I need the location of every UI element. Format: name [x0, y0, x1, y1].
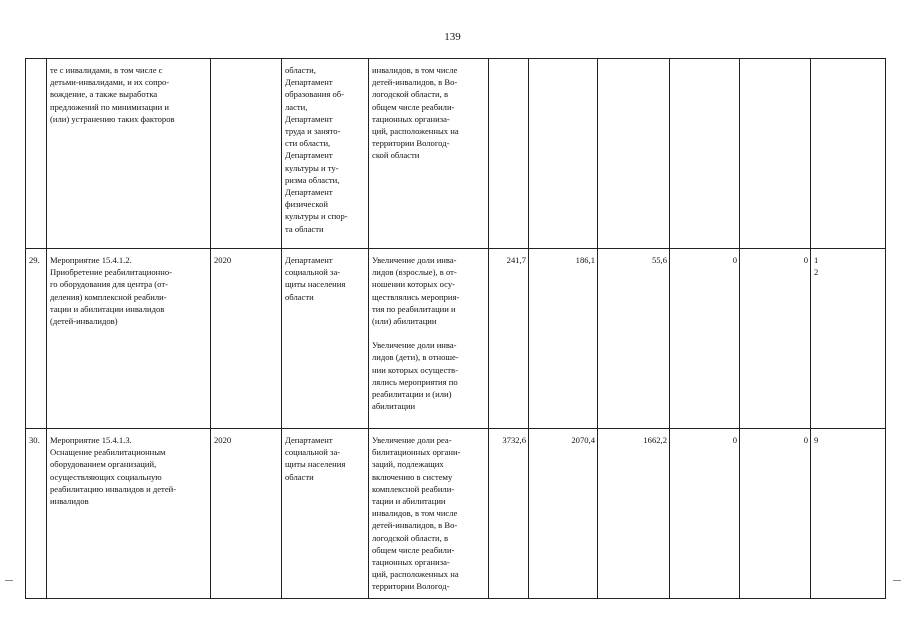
- indicator-cell-line: детей-инвалидов, в Во-: [372, 77, 458, 88]
- indicator-cell-line: лидов (взрослые), в от-: [372, 267, 457, 278]
- activity-cell-line: Оснащение реабилитационным: [50, 447, 166, 458]
- amount-regional-cell: [598, 59, 670, 249]
- activity-cell-line: вождение, а также выработка: [50, 89, 158, 100]
- row-number-cell: 29.: [26, 249, 47, 429]
- amount-federal-cell: 186,1: [529, 249, 598, 429]
- indicator-cell-line: лидов (дети), в отноше-: [372, 352, 459, 363]
- indicator-cell-line: Увеличение доли инва-: [372, 340, 457, 351]
- executor-cell-line: Департамент: [285, 77, 333, 88]
- amount-total-cell: 3732,6: [489, 429, 529, 599]
- indicator-cell-line: билитационных органи-: [372, 447, 461, 458]
- indicator-cell-line: Увеличение доли реа-: [372, 435, 452, 445]
- amount-other-1-cell: 0: [670, 429, 740, 599]
- indicator-cell-line: ществлялись мероприя-: [372, 291, 460, 302]
- indicator-cell-line: ской области: [372, 150, 420, 161]
- indicator-cell-line: (или) абилитации: [372, 316, 437, 327]
- indicator-cell-line: [372, 327, 486, 339]
- activity-cell-line: Приобретение реабилитационно-: [50, 267, 173, 278]
- indicator-cell-line: территории Вологод-: [372, 138, 450, 149]
- activity-cell-line: (или) устранению таких факторов: [50, 113, 175, 124]
- activity-cell-line: деления) комплексной реабили-: [50, 291, 167, 302]
- indicator-cell-line: детей-инвалидов, в Во-: [372, 520, 458, 531]
- executor-cell-line: культуры и спор-: [285, 211, 348, 222]
- indicator-cell-line: комплексной реабили-: [372, 483, 455, 494]
- indicator-cell-line: общем числе реабили-: [372, 101, 455, 112]
- amount-total-cell: 241,7: [489, 249, 529, 429]
- result-ref-cell: [811, 59, 886, 249]
- executor-cell: [282, 249, 369, 429]
- executor-cell-line: области: [285, 291, 314, 302]
- amount-regional-cell: 1662,2: [598, 429, 670, 599]
- activity-cell-line: те с инвалидами, в том числе с: [50, 65, 163, 75]
- executor-cell-line: социальной за-: [285, 447, 341, 458]
- indicator-cell-line: Увеличение доли инва-: [372, 255, 457, 265]
- indicator-cell-line: тационных организа-: [372, 557, 450, 568]
- amount-total-cell: [489, 59, 529, 249]
- executor-cell-line: физической: [285, 199, 328, 210]
- executor-cell-line: сти области,: [285, 138, 331, 149]
- indicator-cell-line: лялись мероприятия по: [372, 376, 458, 387]
- indicator-cell-line: территории Вологод-: [372, 581, 450, 592]
- year-cell: 2020: [211, 429, 282, 599]
- row-number-cell: [26, 59, 47, 249]
- activity-cell-line: осуществляющих социальную: [50, 471, 162, 482]
- executor-cell-line: культуры и ту-: [285, 162, 339, 173]
- result-ref-cell: [811, 249, 886, 429]
- indicator-cell: [369, 249, 489, 429]
- indicator-cell-line: логодской области, в: [372, 532, 448, 543]
- executor-cell-line: ризма области,: [285, 174, 340, 185]
- activity-cell-line: (детей-инвалидов): [50, 316, 118, 327]
- executor-cell-line: Департамент: [285, 150, 333, 161]
- activity-cell-line: тации и абилитации инвалидов: [50, 303, 165, 314]
- activity-cell: [47, 59, 211, 249]
- indicator-cell: [369, 59, 489, 249]
- indicator-cell-line: реабилитации и (или): [372, 389, 452, 400]
- amount-other-1-cell: 0: [670, 249, 740, 429]
- executor-cell-line: ласти,: [285, 101, 308, 112]
- amount-federal-cell: 2070,4: [529, 429, 598, 599]
- indicator-cell-line: тия по реабилитации и: [372, 303, 456, 314]
- indicator-cell-line: включению в систему: [372, 471, 453, 482]
- amount-other-2-cell: [740, 59, 811, 249]
- page-number: 139: [444, 31, 461, 43]
- executor-cell-line: труда и занято-: [285, 126, 341, 137]
- amount-other-1-cell: [670, 59, 740, 249]
- activity-cell: [47, 249, 211, 429]
- executor-cell-line: Департамент: [285, 255, 333, 265]
- measures-table: [25, 58, 886, 599]
- amount-federal-cell: [529, 59, 598, 249]
- activity-cell-line: предложений по минимизации и: [50, 101, 169, 112]
- row-number-cell: 30.: [26, 429, 47, 599]
- table-row: [26, 59, 886, 249]
- table-row: [26, 249, 886, 429]
- executor-cell-line: Департамент: [285, 113, 333, 124]
- indicator-cell-line: инвалидов, в том числе: [372, 508, 458, 519]
- activity-cell-line: детьми-инвалидами, и их сопро-: [50, 77, 170, 88]
- activity-cell-line: Мероприятие 15.4.1.2.: [50, 255, 132, 265]
- indicator-cell-line: нии которых осуществ-: [372, 364, 458, 375]
- activity-cell: [47, 429, 211, 599]
- result-ref-cell: [811, 429, 886, 599]
- activity-cell-line: инвалидов: [50, 496, 89, 507]
- executor-cell: [282, 59, 369, 249]
- table-row: [26, 429, 886, 599]
- amount-other-2-cell: 0: [740, 249, 811, 429]
- scan-edge-mark-right: [893, 580, 901, 581]
- indicator-cell-line: логодской области, в: [372, 89, 448, 100]
- indicator-cell-line: общем числе реабили-: [372, 544, 455, 555]
- executor-cell-line: области: [285, 471, 314, 482]
- year-cell: [211, 59, 282, 249]
- indicator-cell-line: тации и абилитации: [372, 496, 446, 507]
- executor-cell-line: социальной за-: [285, 267, 341, 278]
- indicator-cell-line: инвалидов, в том числе: [372, 65, 458, 75]
- activity-cell-line: оборудованием организаций,: [50, 459, 157, 470]
- amount-regional-cell: 55,6: [598, 249, 670, 429]
- indicator-cell-line: ций, расположенных на: [372, 126, 459, 137]
- executor-cell-line: образования об-: [285, 89, 345, 100]
- indicator-cell-line: ций, расположенных на: [372, 569, 459, 580]
- result-ref-cell-line: 1: [814, 255, 819, 265]
- indicator-cell-line: тационных организа-: [372, 113, 450, 124]
- indicator-cell-line: ношении которых осу-: [372, 279, 456, 290]
- amount-other-2-cell: 0: [740, 429, 811, 599]
- scan-edge-mark: [5, 580, 13, 581]
- activity-cell-line: Мероприятие 15.4.1.3.: [50, 435, 132, 445]
- executor-cell-line: та области: [285, 223, 324, 234]
- result-ref-cell-line: 9: [814, 435, 819, 445]
- indicator-cell: [369, 429, 489, 599]
- indicator-cell-line: заций, подлежащих: [372, 459, 444, 470]
- year-cell: 2020: [211, 249, 282, 429]
- indicator-cell-line: абилитации: [372, 401, 416, 412]
- executor-cell: [282, 429, 369, 599]
- executor-cell-line: щиты населения: [285, 279, 346, 290]
- executor-cell-line: Департамент: [285, 435, 333, 445]
- executor-cell-line: щиты населения: [285, 459, 346, 470]
- executor-cell-line: области,: [285, 65, 316, 75]
- activity-cell-line: го оборудования для центра (от-: [50, 279, 168, 290]
- executor-cell-line: Департамент: [285, 187, 333, 198]
- activity-cell-line: реабилитацию инвалидов и детей-: [50, 483, 177, 494]
- result-ref-cell-line: 2: [814, 267, 819, 278]
